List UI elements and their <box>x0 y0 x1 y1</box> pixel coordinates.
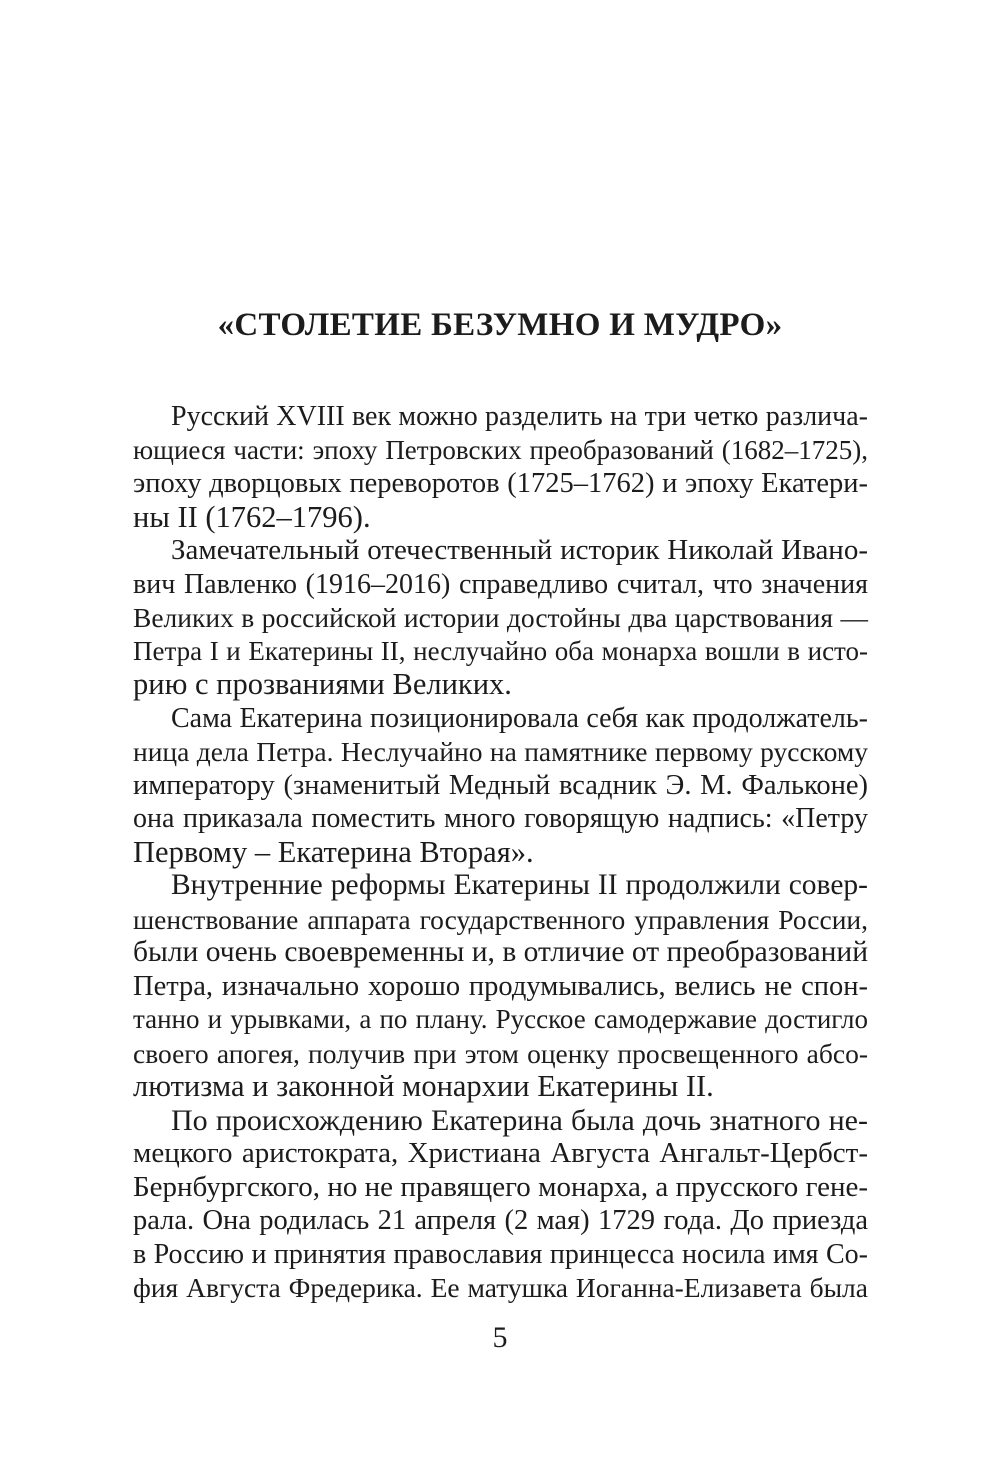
text-line: мецкого аристократа, Христиана Августа Ангальт-Цербст- <box>133 1137 868 1169</box>
chapter-title: «СТОЛЕТИЕ БЕЗУМНО И МУДРО» <box>217 307 783 343</box>
text-line: ны II (1762–1796). <box>133 499 371 534</box>
text-line: шенствование аппарата государственного управления России, <box>133 903 868 935</box>
text-line: Сама Екатерина позиционировала себя как продолжатель- <box>171 702 868 734</box>
text-line: Русский XVIII век можно разделить на три четко различа- <box>171 401 868 432</box>
text-line: лютизма и законной монархии Екатерины II. <box>133 1069 714 1103</box>
paragraph <box>133 400 868 534</box>
text-line: Великих в российской истории достойны два царствования — <box>133 602 868 633</box>
body-text <box>133 400 868 1305</box>
text-line: рала. Она родилась 21 апреля (2 мая) 1729 года. До приезда <box>133 1205 868 1236</box>
paragraph <box>133 702 868 870</box>
text-line: Замечательный отечественный историк Николай Ивано- <box>171 534 868 566</box>
text-line: в Россию и принятия православия принцесса носила имя Со- <box>133 1238 868 1270</box>
text-line: были очень своевременны и, в отличие от преобразований <box>133 936 868 968</box>
text-line: Петра I и Екатерины II, неслучайно оба монарха вошли в исто- <box>133 635 868 666</box>
text-line: эпоху дворцовых переворотов (1725–1762) и эпоху Екатери- <box>133 468 868 499</box>
text-line: Первому – Екатерина Вторая». <box>133 834 534 869</box>
text-line: она приказала поместить много говорящую надпись: «Петру <box>133 803 868 834</box>
page-number: 5 <box>492 1321 508 1354</box>
text-line: По происхождению Екатерина была дочь знатного не- <box>171 1103 868 1137</box>
paragraph <box>133 1104 868 1305</box>
text-line: своего апогея, получив при этом оценку просвещенного абсо- <box>133 1037 868 1069</box>
text-line: императору (знаменитый Медный всадник Э. М. Фальконе) <box>133 769 868 801</box>
text-line: рию с прозваниями Великих. <box>133 667 512 701</box>
text-line: фия Августа Фредерика. Ее матушка Иоганна-Елизавета была <box>133 1272 868 1303</box>
text-line: Петра, изначально хорошо продумывались, велись не спон- <box>133 970 868 1002</box>
text-line: ница дела Петра. Неслучайно на памятнике первому русскому <box>133 736 868 767</box>
text-line: ющиеся части: эпоху Петровских преобразований (1682–1725), <box>133 434 868 465</box>
paragraph <box>133 534 868 702</box>
text-line: Бернбургского, но не правящего монарха, а прусского гене- <box>133 1170 868 1203</box>
paragraph <box>133 869 868 1104</box>
text-line: Внутренние реформы Екатерины II продолжили совер- <box>171 869 868 901</box>
text-line: вич Павленко (1916–2016) справедливо считал, что значения <box>133 568 868 600</box>
text-line: танно и урывками, а по плану. Русское самодержавие достигло <box>133 1004 868 1034</box>
